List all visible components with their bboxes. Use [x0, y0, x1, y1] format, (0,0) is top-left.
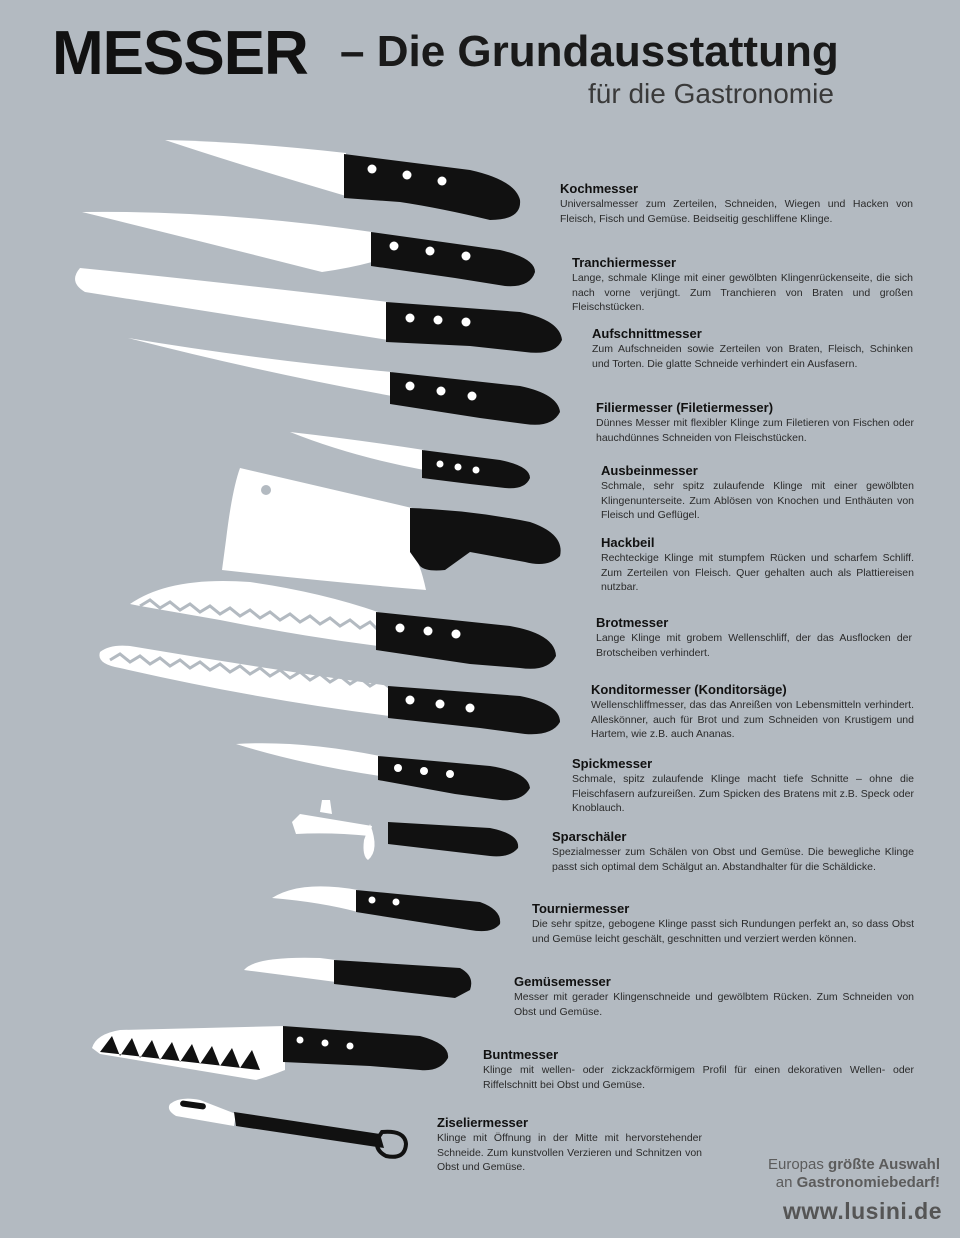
knife-description: Die sehr spitze, gebogene Klinge passt sich Rundungen perfekt an, so dass Obst und Gemüse leicht geschält, geschnitten und verziert werden können.: [532, 918, 914, 945]
knife-name: Ausbeinmesser: [601, 463, 698, 478]
knife-entry-kochmesser: [560, 181, 913, 226]
promo-line-2: [768, 1174, 940, 1192]
page-subtitle: für die Gastronomie: [588, 78, 834, 109]
kochmesser-icon: [165, 140, 520, 220]
knife-description: Dünnes Messer mit flexibler Klinge zum Filetieren von Fischen oder hauchdünnes Schneiden von Fleischstücken.: [596, 417, 914, 444]
knife-name: Kochmesser: [560, 181, 639, 196]
knife-name: Aufschnittmesser: [592, 326, 702, 341]
knife-description: Klinge mit Öffnung in der Mitte mit hervorstehender Schneide. Zum kunstvollen Verzieren und Schnitzen von Obst und Gemüse.: [437, 1132, 702, 1173]
knife-description: Zum Aufschneiden sowie Zerteilen von Braten, Fleisch, Schinken und Torten. Die glatte Schneide verhindert ein Ausfasern.: [592, 343, 913, 370]
knife-name: Sparschäler: [552, 829, 627, 844]
knife-description: Messer mit gerader Klingenschneide und gewölbtem Rücken. Zum Schneiden von Obst und Gemüse.: [514, 991, 914, 1018]
promo-line-2-prefix: an: [775, 1174, 797, 1191]
knife-entry-aufschnittmesser: [592, 326, 913, 371]
knife-description: Klinge mit wellen- oder zickzackförmigem Profil für einen dekorativen Wellen- oder Riffelschnitt bei Obst und Gemüse.: [483, 1064, 914, 1091]
knife-name: Konditormesser (Konditorsäge): [591, 682, 787, 697]
promo-text: [768, 1156, 940, 1192]
knife-entry-tourniermesser: [532, 901, 914, 946]
knife-entry-brotmesser: [596, 615, 912, 660]
promo-line-1-strong: größte Auswahl: [828, 1156, 940, 1173]
knife-name: Tourniermesser: [532, 901, 630, 916]
knife-name: Ziseliermesser: [437, 1115, 529, 1130]
website-link[interactable]: www.lusini.de: [783, 1198, 942, 1224]
knife-entry-buntmesser: [483, 1047, 914, 1092]
knife-name: Gemüsemesser: [514, 974, 611, 989]
knife-description: Schmale, sehr spitz zulaufende Klinge mit einer gewölbten Klingenunterseite. Zum Ablösen von Knochen und Enthäuten von Fleisch und Geflügel.: [601, 480, 914, 521]
spickmesser-icon: [236, 743, 530, 800]
knife-description: Wellenschliffmesser, das das Anreißen von Lebensmitteln verhindert. Alleskönner, auch für Brot und zum Schneiden von Krustigem und Hartem, wie z.B. auch Ananas.: [591, 699, 914, 740]
knife-description: Lange, schmale Klinge mit einer gewölbten Klingenrückenseite, die sich nach vorne verjüngt. Zum Tranchieren von Braten und großen Fleischstücken.: [572, 272, 913, 313]
knife-entry-gemuesemesser: [514, 974, 914, 1019]
knife-name: Tranchiermesser: [572, 255, 677, 270]
knife-description: Universalmesser zum Zerteilen, Schneiden, Wiegen und Hacken von Fleisch, Fisch und Gemüse. Beidseitig geschliffene Klinge.: [560, 198, 913, 225]
promo-line-2-strong: Gastronomiebedarf!: [796, 1174, 940, 1191]
knife-entry-ziseliermesser: [437, 1115, 702, 1175]
knife-description: Spezialmesser zum Schälen von Obst und Gemüse. Die bewegliche Klinge passt sich optimal dem Schälgut an. Abstandhalter für die Schäldicke.: [552, 846, 914, 873]
knife-entry-tranchiermesser: [572, 255, 913, 315]
knife-name: Hackbeil: [601, 535, 655, 550]
knife-entry-filiermesser: [596, 400, 914, 445]
brotmesser-icon: [130, 581, 556, 669]
ausbeinmesser-icon: [290, 432, 530, 488]
tranchiermesser-icon: [82, 212, 535, 286]
sparschaeler-icon: [292, 800, 518, 860]
knife-entry-sparschaeler: [552, 829, 914, 874]
knife-entry-hackbeil: [601, 535, 914, 595]
filiermesser-icon: [128, 338, 560, 425]
knife-name: Buntmesser: [483, 1047, 559, 1062]
knife-entry-spickmesser: [572, 756, 914, 816]
promo-line-1-prefix: Europas: [768, 1156, 829, 1173]
knife-name: Spickmesser: [572, 756, 653, 771]
knife-description: Rechteckige Klinge mit stumpfem Rücken und scharfem Schliff. Zum Zerteilen von Fleisch. Quer gehalten auch als Plattiereisen nutzbar.: [601, 552, 914, 593]
knife-entry-ausbeinmesser: [601, 463, 914, 523]
tourniermesser-icon: [272, 886, 500, 931]
page-title-rest: – Die Grundausstattung: [340, 27, 839, 76]
knife-entry-konditormesser: [591, 682, 914, 742]
gemuesemesser-icon: [244, 958, 471, 998]
knife-name: Brotmesser: [596, 615, 669, 630]
knife-description: Schmale, spitz zulaufende Klinge macht tiefe Schnitte – ohne die Fleischfasern aufzureißen. Zum Spicken des Bratens mit z.B. Speck oder Knoblauch.: [572, 773, 914, 814]
knife-name: Filiermesser (Filetiermesser): [596, 400, 774, 415]
knife-description: Lange Klinge mit grobem Wellenschliff, der das Ausflocken der Brotscheiben verhindert.: [596, 632, 912, 659]
buntmesser-icon: [92, 1026, 448, 1080]
page-title: MESSER: [52, 19, 308, 88]
ziseliermesser-icon: [169, 1099, 406, 1157]
promo-line-1: [768, 1156, 940, 1174]
